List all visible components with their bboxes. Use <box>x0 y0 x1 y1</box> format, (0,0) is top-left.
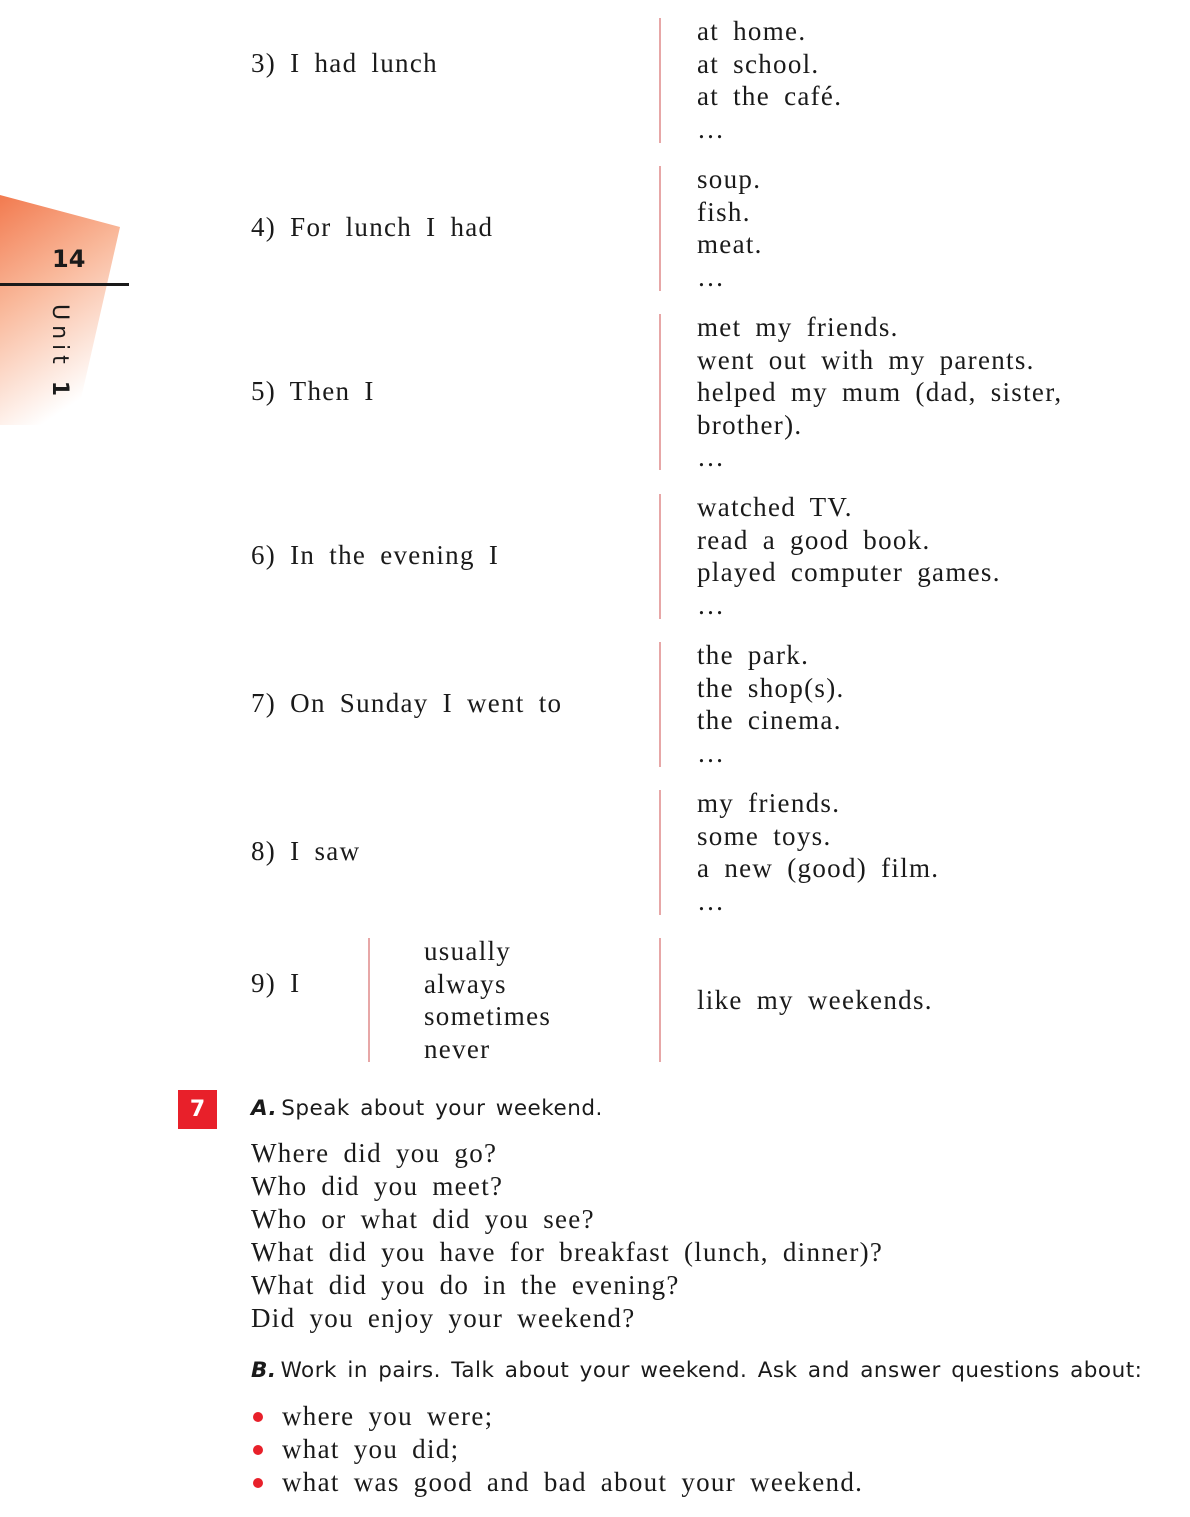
option-list <box>697 163 763 293</box>
column-divider <box>659 642 661 767</box>
option-list <box>697 311 1062 474</box>
adverb-item: always <box>424 968 507 999</box>
bullet-text: what you did; <box>282 1434 460 1464</box>
option-item-ellipsis: … <box>697 737 726 768</box>
sentence-start: 6) In the evening I <box>251 540 500 570</box>
option-item: a new (good) film. <box>697 853 940 884</box>
option-item: some toys. <box>697 820 832 851</box>
task-b-text: Work in pairs. Talk about your weekend. Ask and answer questions about: <box>280 1358 1143 1383</box>
sentence-start: 4) For lunch I had <box>251 212 494 242</box>
unit-number: 1 <box>47 380 72 402</box>
task-b-label: B. <box>251 1358 277 1383</box>
column-divider <box>659 494 661 619</box>
bullet-dot-icon <box>253 1445 263 1455</box>
option-item: helped my mum (dad, sister, <box>697 377 1063 408</box>
question-item: Did you enjoy your weekend? <box>251 1303 636 1334</box>
option-item: the park. <box>697 640 810 670</box>
adverb-list <box>424 935 551 1065</box>
option-item-ellipsis: … <box>697 589 726 620</box>
option-item: met my friends. <box>697 312 899 342</box>
column-divider <box>659 18 661 143</box>
option-item: my friends. <box>697 788 841 818</box>
unit-word: Unit <box>47 304 72 369</box>
sentence-start: 3) I had lunch <box>251 48 438 78</box>
option-item-ellipsis: … <box>697 885 726 916</box>
question-list <box>251 1137 883 1336</box>
option-item: meat. <box>697 229 763 260</box>
option-item: at school. <box>697 48 820 79</box>
option-item: went out with my parents. <box>697 344 1035 375</box>
option-item: played computer games. <box>697 557 1001 588</box>
adverb-item: sometimes <box>424 1001 552 1032</box>
option-item: the cinema. <box>697 705 842 736</box>
bullet-dot-icon <box>253 1478 263 1488</box>
question-item: What did you do in the evening? <box>251 1270 680 1301</box>
question-item: Who or what did you see? <box>251 1204 595 1235</box>
unit-label <box>47 304 72 401</box>
column-divider <box>659 166 661 291</box>
sentence-start: 8) I saw <box>251 836 361 866</box>
question-item: Who did you meet? <box>251 1171 504 1202</box>
option-item: the shop(s). <box>697 672 845 703</box>
option-item-ellipsis: … <box>697 442 726 473</box>
adverb-item: usually <box>424 936 512 966</box>
option-item: watched TV. <box>697 492 853 522</box>
column-divider <box>659 938 661 1062</box>
option-item: read a good book. <box>697 524 931 555</box>
bullet-item <box>251 1400 863 1433</box>
option-item: brother). <box>697 409 803 440</box>
option-item: at the café. <box>697 81 843 112</box>
bullet-text: where you were; <box>282 1401 494 1431</box>
option-list <box>697 639 845 769</box>
exercise-number-badge: 7 <box>178 1090 217 1129</box>
page-number-rule <box>0 283 129 286</box>
sentence-start: 5) Then I <box>251 376 375 406</box>
option-item: soup. <box>697 164 762 194</box>
question-item: What did you have for breakfast (lunch, dinner)? <box>251 1237 884 1268</box>
bullet-item <box>251 1466 863 1499</box>
option-item-ellipsis: … <box>697 261 726 292</box>
column-divider <box>659 790 661 915</box>
sentence-start: 7) On Sunday I went to <box>251 688 563 718</box>
adverb-item: never <box>424 1033 491 1064</box>
column-divider <box>659 314 661 470</box>
question-item: Where did you go? <box>251 1138 498 1168</box>
bullet-dot-icon <box>253 1412 263 1422</box>
task-a-text: Speak about your weekend. <box>281 1096 603 1121</box>
task-b-instruction <box>251 1358 1142 1383</box>
bullet-text: what was good and bad about your weekend. <box>282 1467 864 1497</box>
option-item: fish. <box>697 196 751 227</box>
page-number: 14 <box>52 245 86 273</box>
bullet-item <box>251 1433 863 1466</box>
option-item-ellipsis: … <box>697 113 726 144</box>
sentence-ending: like my weekends. <box>697 985 933 1015</box>
bullet-list <box>251 1400 863 1499</box>
task-a-label: A. <box>251 1096 278 1121</box>
adverb-divider <box>368 938 370 1062</box>
task-a-instruction <box>251 1096 603 1121</box>
sentence-start: 9) I <box>251 968 301 998</box>
option-item: at home. <box>697 16 807 46</box>
option-list <box>697 15 842 145</box>
option-list <box>697 787 939 917</box>
option-list <box>697 491 1001 621</box>
